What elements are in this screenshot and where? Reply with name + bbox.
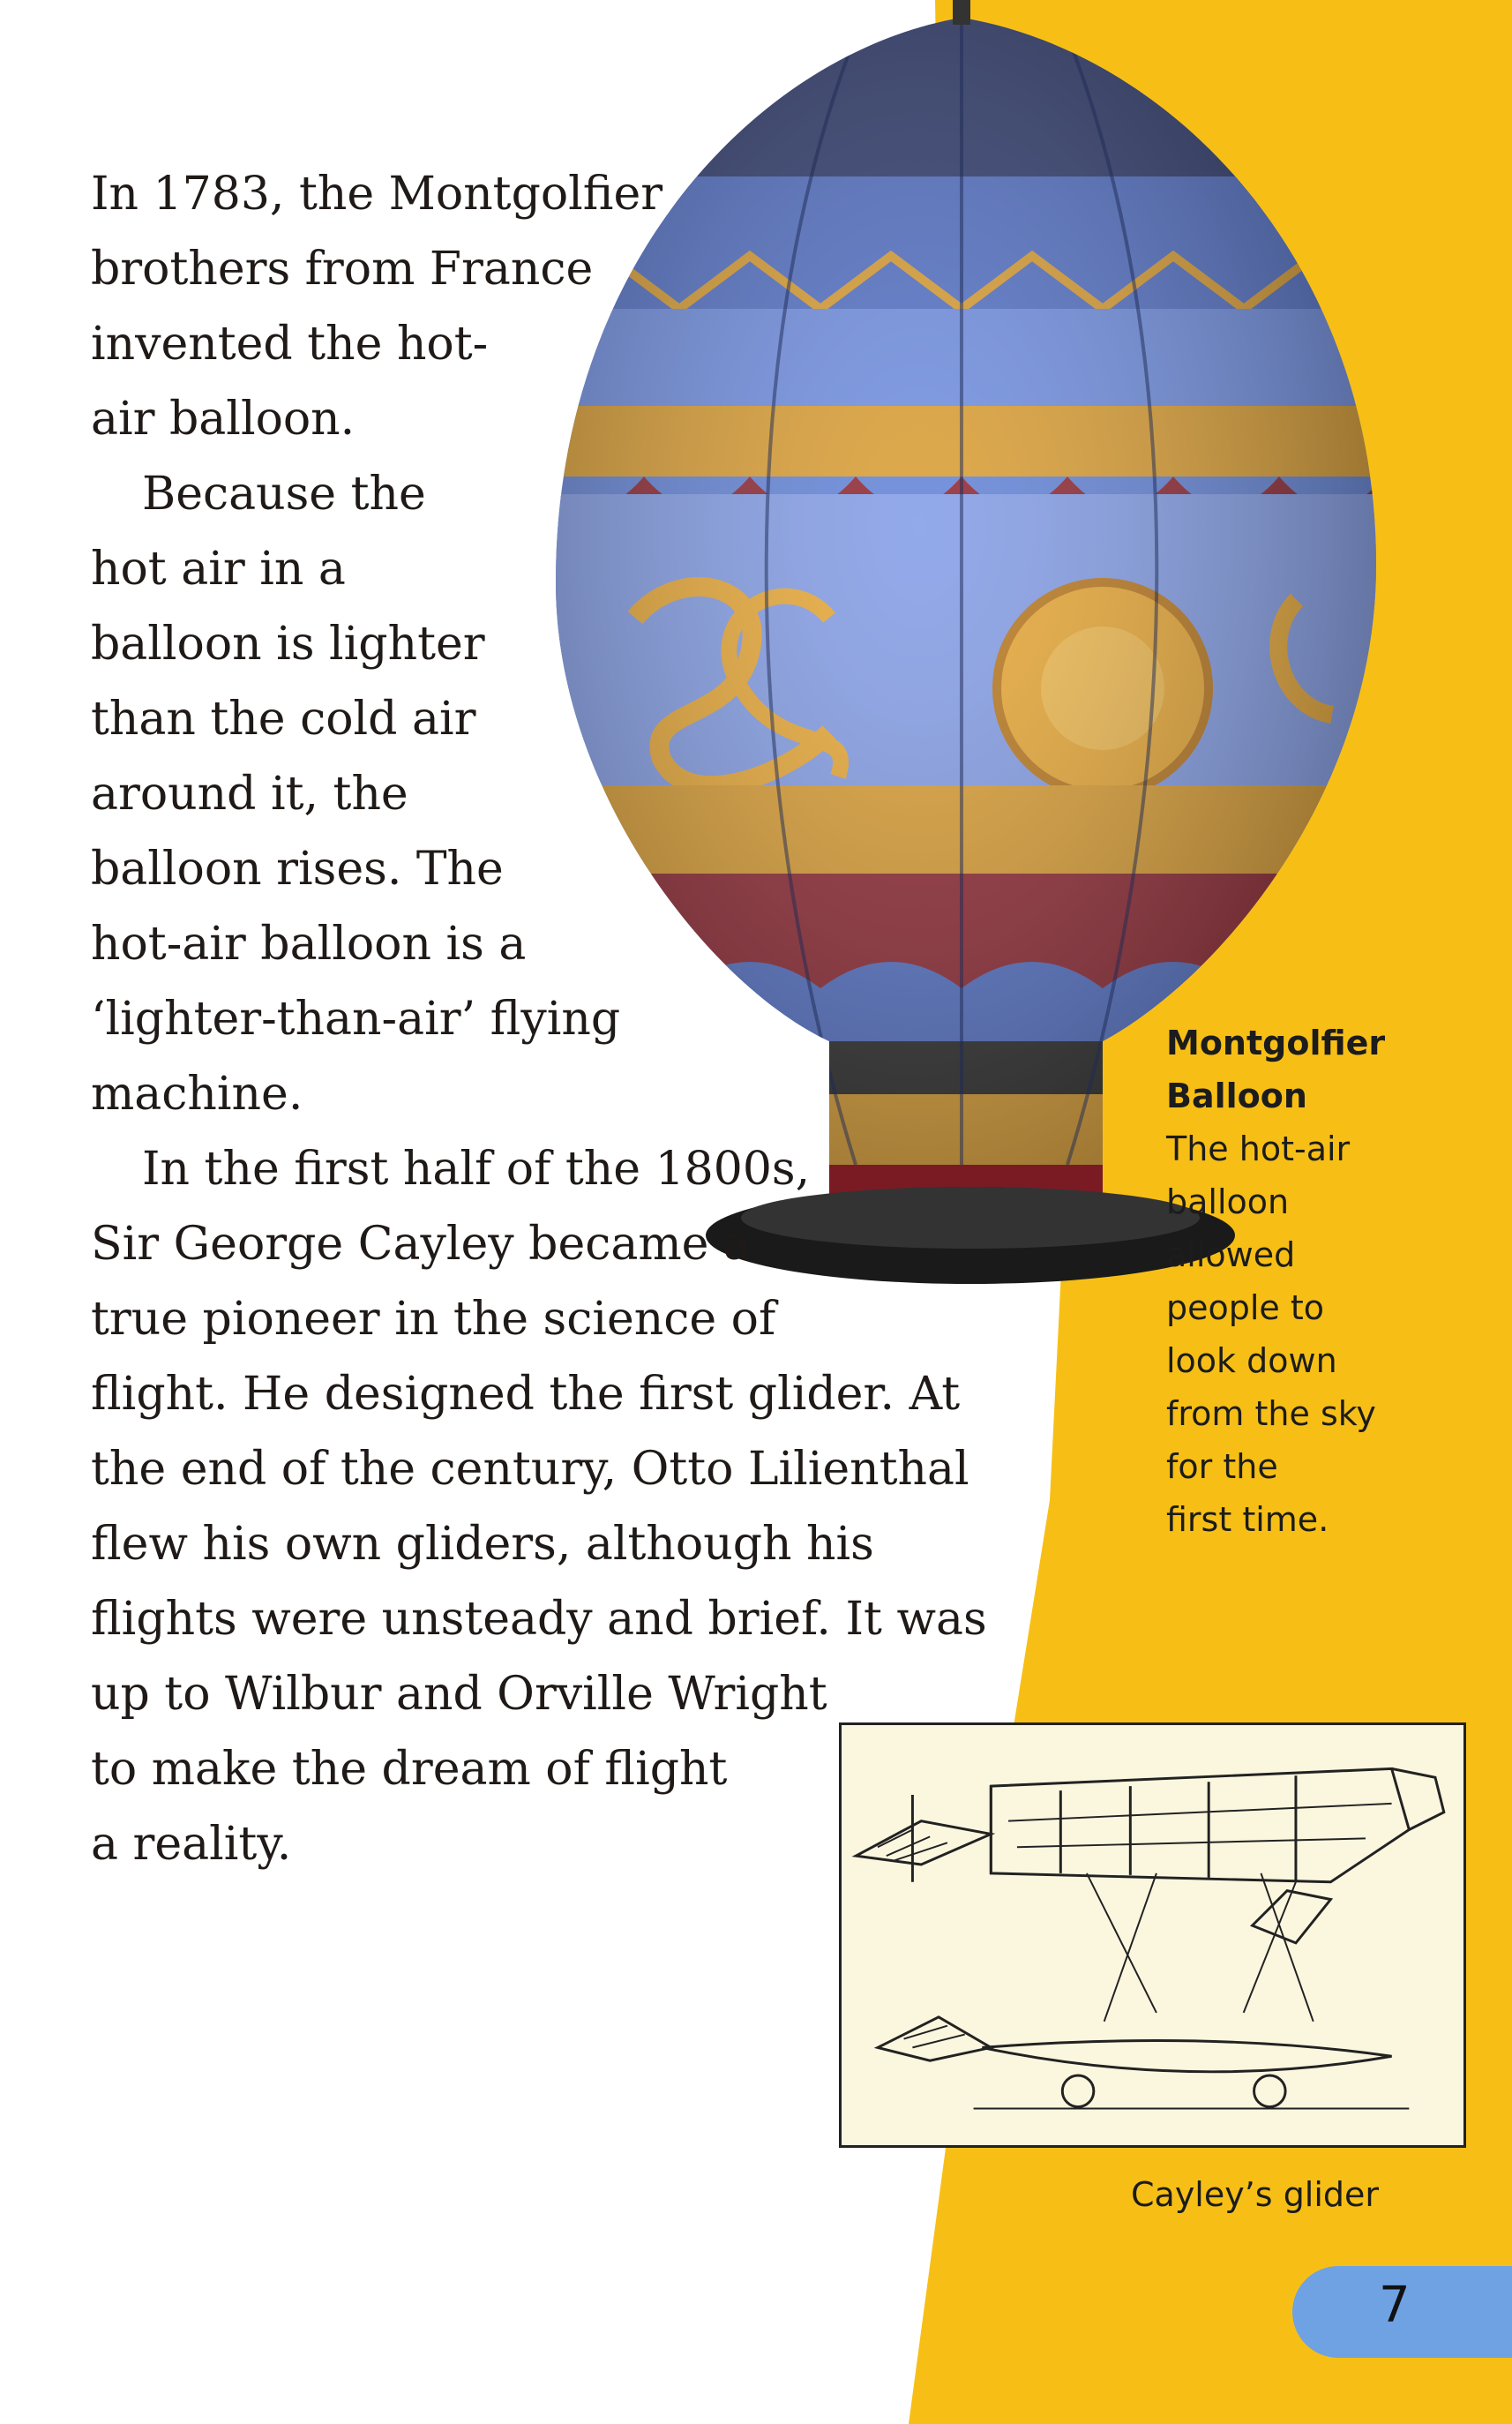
caption-line: first time.: [1166, 1500, 1329, 1539]
text-line: flight. He designed the first glider. At: [91, 1368, 961, 1421]
text-line: up to Wilbur and Orville Wright: [91, 1668, 827, 1721]
caption-line: The hot-air: [1166, 1129, 1351, 1168]
text-line: to make the dream of flight: [91, 1743, 728, 1796]
caption-title: Montgolfier: [1166, 1024, 1386, 1062]
text-line: flights were unsteady and brief. It was: [91, 1593, 987, 1646]
caption-line: balloon: [1166, 1182, 1290, 1221]
text-line: a reality.: [91, 1818, 292, 1871]
text-line: flew his own gliders, although his: [91, 1518, 874, 1571]
caption-line: look down: [1166, 1341, 1337, 1380]
text-line: true pioneer in the science of: [91, 1293, 776, 1346]
text-line: hot-air balloon is a: [91, 918, 527, 971]
text-line: air balloon.: [91, 393, 356, 446]
page-number: 7: [1379, 2277, 1411, 2334]
text-line: hot air in a: [91, 543, 346, 596]
text-line: Because the: [142, 468, 426, 521]
glider-caption: Cayley’s glider: [1131, 2175, 1380, 2214]
text-line: balloon is lighter: [91, 618, 485, 671]
caption-line: for the: [1166, 1447, 1278, 1486]
text-line: the end of the century, Otto Lilienthal: [91, 1443, 969, 1496]
caption-title: Balloon: [1166, 1077, 1307, 1115]
text-line: around it, the: [91, 768, 408, 821]
text-line: machine.: [91, 1068, 303, 1121]
caption-line: people to: [1166, 1288, 1325, 1327]
text-line: In the first half of the 1800s,: [142, 1143, 811, 1196]
text-line: invented the hot-: [91, 318, 489, 371]
text-line: Sir George Cayley became a: [91, 1218, 751, 1271]
hot-air-paragraph: [91, 457, 620, 1132]
cayley-glider-image: [839, 1722, 1466, 2148]
text-line: balloon rises. The: [91, 843, 504, 896]
text-line: than the cold air: [91, 693, 476, 746]
text-line: In 1783, the Montgolfier: [91, 168, 663, 221]
intro-paragraph: [91, 157, 662, 457]
caption-line: from the sky: [1166, 1394, 1376, 1433]
text-line: ‘lighter-than-air’ flying: [91, 993, 621, 1046]
balloon-caption: [1166, 1017, 1385, 1546]
caption-line: allowed: [1166, 1235, 1296, 1274]
text-line: brothers from France: [91, 243, 594, 296]
